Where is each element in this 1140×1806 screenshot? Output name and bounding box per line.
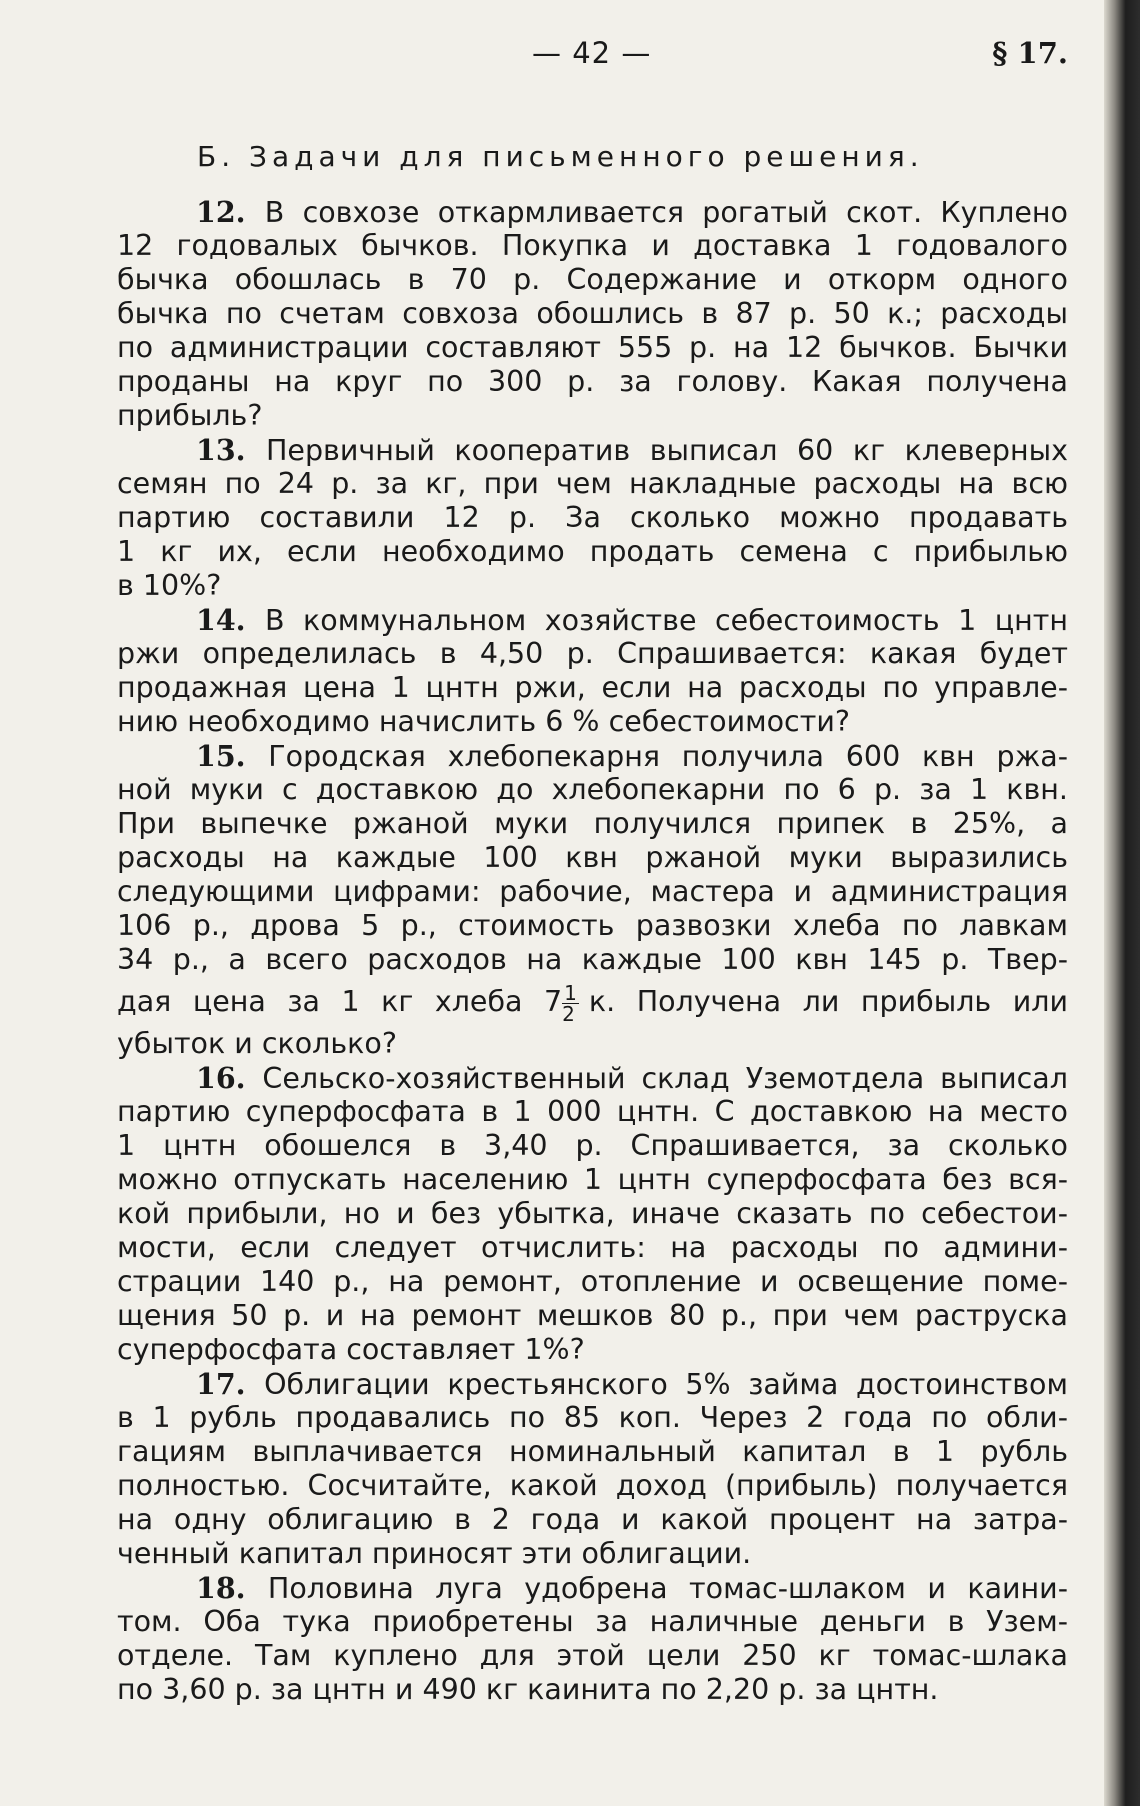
- problem-text: 106 р., дрова 5 р., стоимость развозки хлеба по лавкам: [117, 909, 1068, 942]
- problem-text: по администрации составляют 555 р. на 12 бычков. Бычки: [117, 331, 1068, 364]
- problem-text: продажная цена 1 цнтн ржи, если на расходы по управле-: [117, 671, 1068, 704]
- problem-text: В коммунальном хозяйстве себестоимость 1 цнтн: [264, 604, 1068, 637]
- problem-text: бычка по счетам совхоза обошлись в 87 р. 50 к.; расходы: [117, 297, 1068, 330]
- problem-text: гациям выплачивается номинальный капитал в 1 рубль: [117, 1435, 1068, 1468]
- problem-number: 18.: [196, 1571, 268, 1605]
- problem-text: расходы на каждые 100 квн ржаной муки выразились: [117, 841, 1068, 874]
- problem-text: При выпечке ржаной муки получился припек в 25%, а: [117, 807, 1068, 840]
- problem-line: [117, 433, 1068, 467]
- problem-line: [117, 365, 1068, 399]
- problem-text: Первичный кооператив выписал 60 кг клеверных: [266, 434, 1068, 467]
- problem-line: [117, 637, 1068, 671]
- problem-text: семян по 24 р. за кг, при чем накладные расходы на всю: [117, 467, 1068, 500]
- problem-text: отделе. Там куплено для этой цели 250 кг томас-шлака: [117, 1639, 1068, 1672]
- fraction-line: [117, 977, 1068, 1027]
- page-number: — 42 —: [532, 36, 652, 70]
- problem-line: [117, 1095, 1068, 1129]
- problem-line: [117, 1469, 1068, 1503]
- problem-line: [117, 1231, 1068, 1265]
- problem-line: [117, 841, 1068, 875]
- problem-13: [117, 433, 1068, 603]
- problem-text: кой прибыли, но и без убытка, иначе сказать по себестои-: [117, 1197, 1068, 1230]
- problem-line: [117, 195, 1068, 229]
- problem-line: [117, 331, 1068, 365]
- problem-line: [117, 1197, 1068, 1231]
- problem-text: Облигации крестьянского 5% займа достоинством: [264, 1368, 1068, 1401]
- problem-line: [117, 739, 1068, 773]
- problem-text: суперфосфата составляет 1%?: [117, 1333, 585, 1366]
- problem-line: [117, 1129, 1068, 1163]
- problem-text: бычка обошлась в 70 р. Содержание и откорм одного: [117, 263, 1068, 296]
- problem-text: В совхозе откармливается рогатый скот. Куплено: [264, 196, 1068, 229]
- problem-text: дая цена за 1 кг хлеба 7: [117, 985, 563, 1018]
- problem-text: щения 50 р. и на ремонт мешков 80 р., при чем раструска: [117, 1299, 1068, 1332]
- problem-line: [117, 467, 1068, 501]
- fraction: [562, 980, 579, 1026]
- problem-line: [117, 1639, 1068, 1673]
- problem-number: 17.: [196, 1367, 265, 1401]
- problem-line: [117, 909, 1068, 943]
- problem-16: [117, 1061, 1068, 1367]
- problem-text: следующими цифрами: рабочие, мастера и администрация: [117, 875, 1068, 908]
- problem-text: в 10%?: [117, 569, 222, 602]
- page-binding-edge: [1104, 0, 1140, 1806]
- problem-line: [117, 1299, 1068, 1333]
- problem-number: 14.: [196, 603, 265, 637]
- problem-line: [117, 501, 1068, 535]
- problem-line: [117, 1571, 1068, 1605]
- page-header: [117, 32, 1068, 82]
- problem-text: Городская хлебопекарня получила 600 квн ржа-: [268, 740, 1068, 773]
- problem-line: [117, 807, 1068, 841]
- problem-line: [117, 773, 1068, 807]
- problem-line: [117, 1401, 1068, 1435]
- problem-text: нию необходимо начислить 6 % себестоимости?: [117, 705, 850, 738]
- problem-18: [117, 1571, 1068, 1707]
- problem-text: 1 цнтн обошелся в 3,40 р. Спрашивается, за сколько: [117, 1129, 1068, 1162]
- section-mark: § 17.: [992, 36, 1068, 70]
- problem-line: [117, 263, 1068, 297]
- problem-text: партию составили 12 р. За сколько можно продавать: [117, 501, 1068, 534]
- problem-text: можно отпускать населению 1 цнтн суперфосфата без вся-: [117, 1163, 1068, 1196]
- problem-line: [117, 705, 1068, 739]
- problem-line: [117, 1061, 1068, 1095]
- problem-line: [117, 603, 1068, 637]
- problem-number: 13.: [196, 433, 266, 467]
- problem-line: [117, 399, 1068, 433]
- problem-12: [117, 195, 1068, 433]
- problem-number: 15.: [196, 739, 269, 773]
- problem-text: ржи определилась в 4,50 р. Спрашивается: какая будет: [117, 637, 1068, 670]
- problem-line: [117, 1163, 1068, 1197]
- problem-line: [117, 569, 1068, 603]
- problem-text: к. Получена ли прибыль или: [588, 985, 1068, 1018]
- problem-line: [117, 943, 1068, 977]
- problem-text: 12 годовалых бычков. Покупка и доставка 1 годовалого: [117, 229, 1068, 262]
- problem-line: [117, 297, 1068, 331]
- section-heading: Б. Задачи для письменного решения.: [197, 140, 924, 173]
- fraction-denominator: 2: [562, 1001, 575, 1026]
- problem-line: [117, 1435, 1068, 1469]
- problem-line: [117, 1673, 1068, 1707]
- problem-line: [117, 1265, 1068, 1299]
- problem-number: 12.: [196, 195, 265, 229]
- problem-text: Сельско-хозяйственный склад Уземотдела выписал: [262, 1062, 1068, 1095]
- problem-line: [117, 875, 1068, 909]
- problem-text: ной муки с доставкою до хлебопекарни по 6 р. за 1 квн.: [117, 773, 1068, 806]
- problem-line: [117, 671, 1068, 705]
- problem-line: [117, 229, 1068, 263]
- problem-line: [117, 1503, 1068, 1537]
- problem-text: страции 140 р., на ремонт, отопление и освещение поме-: [117, 1265, 1068, 1298]
- problem-text: проданы на круг по 300 р. за голову. Какая получена: [117, 365, 1068, 398]
- problem-line: убыток и сколько?: [117, 1027, 397, 1060]
- problem-text: 1 кг их, если необходимо продать семена с прибылью: [117, 535, 1068, 568]
- problem-line: [117, 1367, 1068, 1401]
- problem-line: [117, 535, 1068, 569]
- problem-text: на одну облигацию в 2 года и какой процент на затра-: [117, 1503, 1068, 1536]
- problem-number: 16.: [196, 1061, 263, 1095]
- problem-text: прибыль?: [117, 399, 263, 432]
- problem-14: [117, 603, 1068, 739]
- problem-text: по 3,60 р. за цнтн и 490 кг каинита по 2,20 р. за цнтн.: [117, 1673, 939, 1706]
- problem-text: Половина луга удобрена томас-шлаком и каини-: [267, 1572, 1068, 1605]
- problem-text: 34 р., а всего расходов на каждые 100 квн 145 р. Твер-: [117, 943, 1068, 976]
- problem-15: [117, 739, 1068, 1061]
- problem-text: мости, если следует отчислить: на расходы по админи-: [117, 1231, 1068, 1264]
- problem-line: [117, 1605, 1068, 1639]
- problem-line: [117, 1537, 1068, 1571]
- problem-text: том. Оба тука приобретены за наличные деньги в Узем-: [117, 1605, 1068, 1638]
- problem-text: ченный капитал приносят эти облигации.: [117, 1537, 752, 1570]
- problem-text: в 1 рубль продавались по 85 коп. Через 2 года по обли-: [117, 1401, 1068, 1434]
- problem-line: [117, 1333, 1068, 1367]
- problem-text: полностью. Сосчитайте, какой доход (прибыль) получается: [117, 1469, 1068, 1502]
- fraction-numerator: 1: [564, 980, 577, 1005]
- problem-list: [117, 195, 1068, 1707]
- problem-text: партию суперфосфата в 1 000 цнтн. С доставкою на место: [117, 1095, 1068, 1128]
- problem-17: [117, 1367, 1068, 1571]
